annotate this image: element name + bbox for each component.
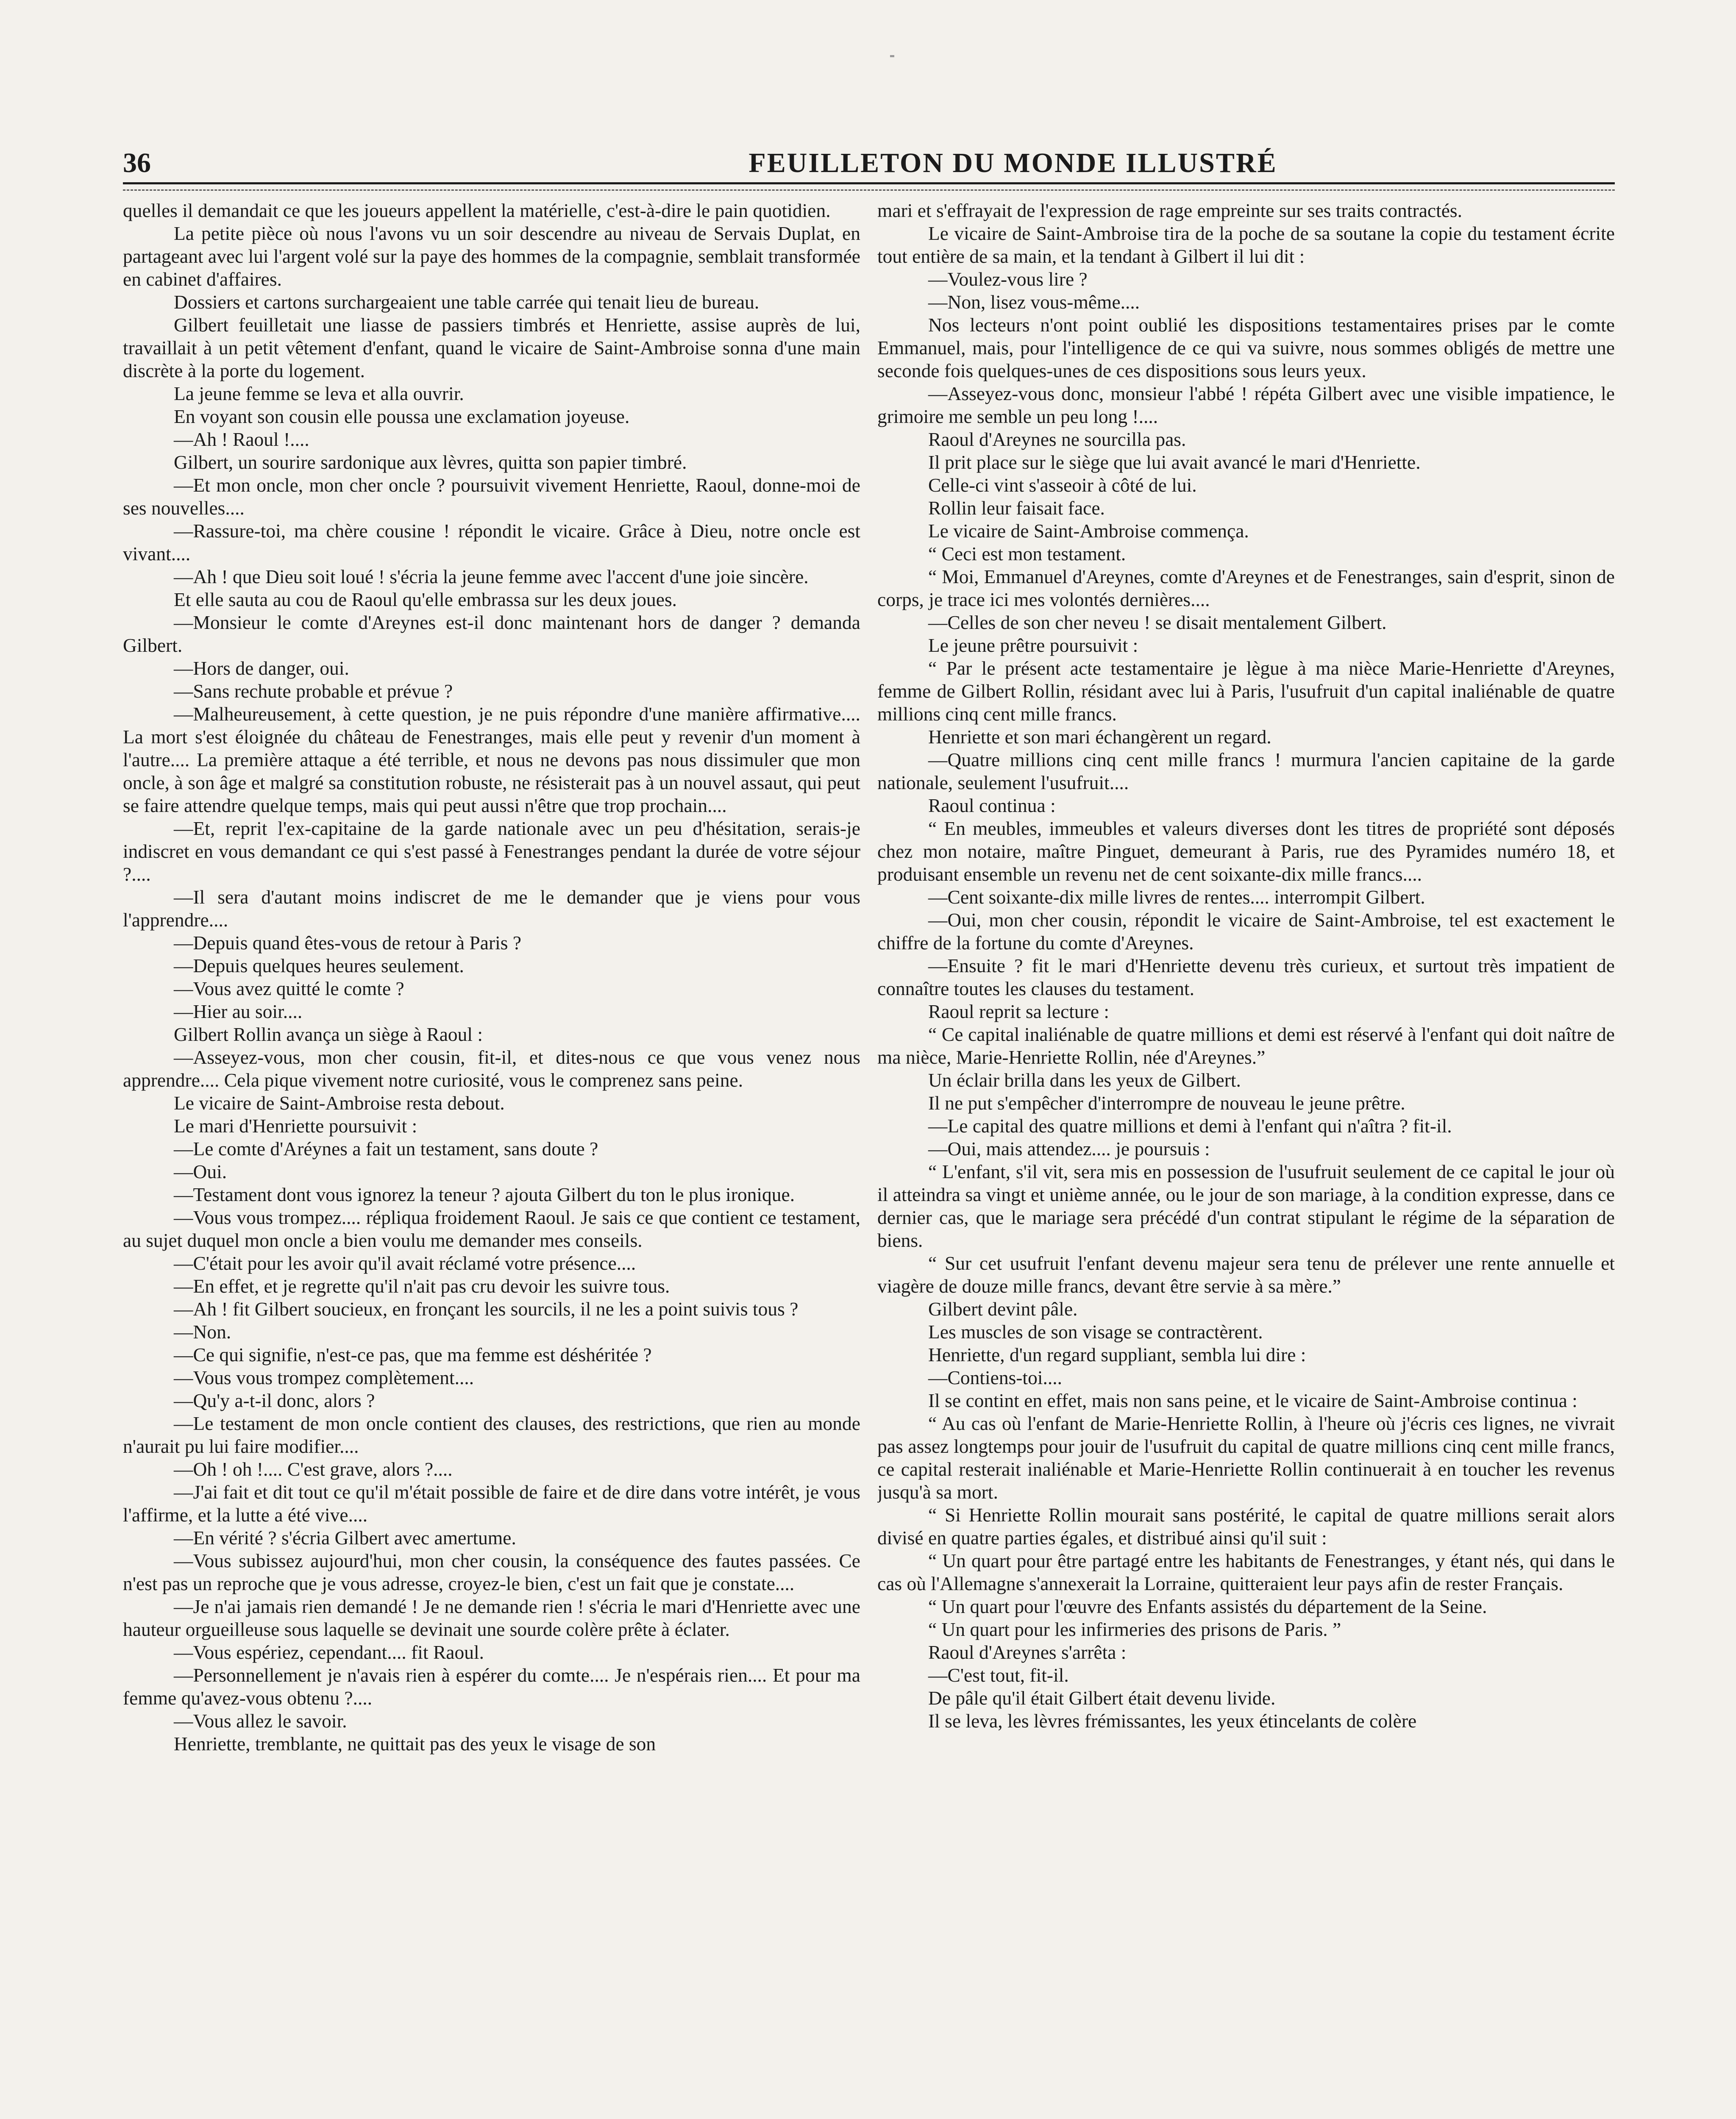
paragraph: Raoul continua : — [928, 795, 1056, 816]
paragraph: “ Moi, Emmanuel d'Areynes, comte d'Areynes et de Fenestranges, sain d'esprit, sinon de corps, je trace ici mes volontés dernières.... — [877, 566, 1615, 610]
paragraph: De pâle qu'il était Gilbert était devenu livide. — [928, 1687, 1276, 1709]
paragraph: —C'était pour les avoir qu'il avait réclamé votre présence.... — [174, 1252, 636, 1274]
header-dashed-rule — [123, 189, 1615, 191]
paragraph: —Oui, mon cher cousin, répondit le vicaire de Saint-Ambroise, tel est exactement le chiffre de la fortune du comte d'Areynes. — [877, 909, 1615, 954]
paragraph: Celle-ci vint s'asseoir à côté de lui. — [928, 474, 1197, 496]
paragraph: La petite pièce où nous l'avons vu un soir descendre au niveau de Servais Duplat, en partageant avec lui l'argent volé sur la paye des hommes de la compagnie, semblait transformée en cabinet d'affaires. — [123, 222, 860, 290]
paragraph: —Voulez-vous lire ? — [928, 268, 1088, 290]
paragraph: —Rassure-toi, ma chère cousine ! répondit le vicaire. Grâce à Dieu, notre oncle est vivant.... — [123, 520, 860, 565]
paragraph: —Vous avez quitté le comte ? — [174, 978, 404, 999]
paragraph: “ Sur cet usufruit l'enfant devenu majeur sera tenu de prélever une rente annuelle et viagère de douze mille francs, devant être servie à sa mère.” — [877, 1252, 1615, 1297]
paragraph: Il se contint en effet, mais non sans peine, et le vicaire de Saint-Ambroise continua : — [928, 1390, 1577, 1411]
paragraph: Le vicaire de Saint-Ambroise resta debout. — [174, 1092, 505, 1114]
paragraph: —Oui. — [174, 1161, 227, 1182]
paragraph: “ Un quart pour l'œuvre des Enfants assistés du département de la Seine. — [928, 1596, 1487, 1617]
paragraph: —Celles de son cher neveu ! se disait mentalement Gilbert. — [928, 612, 1387, 633]
paragraph: Dossiers et cartons surchargeaient une table carrée qui tenait lieu de bureau. — [174, 291, 760, 313]
paragraph: Gilbert devint pâle. — [928, 1298, 1078, 1320]
print-speck — [890, 55, 894, 57]
paragraph: —En vérité ? s'écria Gilbert avec amertume. — [174, 1527, 516, 1549]
paragraph: —Qu'y a-t-il donc, alors ? — [174, 1390, 375, 1411]
paragraph: Gilbert feuilletait une liasse de passiers timbrés et Henriette, assise auprès de lui, travaillait à un petit vêtement d'enfant, quand le vicaire de Saint-Ambroise sonna d'une main discrète à la porte du logement. — [123, 314, 860, 381]
paragraph: —Sans rechute probable et prévue ? — [174, 680, 453, 702]
paragraph: quelles il demandait ce que les joueurs appellent la matérielle, c'est-à-dire le pain quotidien. — [123, 200, 831, 221]
paragraph: Henriette et son mari échangèrent un regard. — [928, 726, 1271, 748]
paragraph: —En effet, et je regrette qu'il n'ait pas cru devoir les suivre tous. — [174, 1275, 670, 1297]
left-column — [123, 199, 860, 2119]
paragraph: —Depuis quelques heures seulement. — [174, 955, 464, 976]
paragraph: —Contiens-toi.... — [928, 1367, 1062, 1388]
paragraph: “ Si Henriette Rollin mourait sans postérité, le capital de quatre millions serait alors divisé en quatre parties égales, et distribué ainsi qu'il suit : — [877, 1504, 1615, 1549]
paragraph: —Le comte d'Aréynes a fait un testament, sans doute ? — [174, 1138, 598, 1160]
paragraph: —Hors de danger, oui. — [174, 657, 349, 679]
paragraph: Rollin leur faisait face. — [928, 497, 1105, 519]
paragraph: Raoul d'Areynes s'arrêta : — [928, 1641, 1127, 1663]
paragraph: —Ah ! Raoul !.... — [174, 428, 309, 450]
paragraph: “ Ce capital inaliénable de quatre millions et demi est réservé à l'enfant qui doit naître de ma nièce, Marie-Henriette Rollin, née d'Areynes.” — [877, 1023, 1615, 1068]
right-column — [877, 199, 1615, 2119]
paragraph: —J'ai fait et dit tout ce qu'il m'était possible de faire et de dire dans votre intérêt, je vous l'affirme, et la lutte a été vive.... — [123, 1481, 860, 1526]
paragraph: —Hier au soir.... — [174, 1001, 303, 1022]
paragraph: mari et s'effrayait de l'expression de rage empreinte sur ses traits contractés. — [877, 200, 1463, 221]
paragraph: —Non, lisez vous-même.... — [928, 291, 1140, 313]
paragraph: Le jeune prêtre poursuivit : — [928, 634, 1138, 656]
paragraph: Il se leva, les lèvres frémissantes, les yeux étincelants de colère — [928, 1710, 1417, 1732]
paragraph: —Malheureusement, à cette question, je ne puis répondre d'une manière affirmative.... La mort s'est éloignée du château de Fenestranges, mais elle peut y revenir d'un moment à l'autre.... La première attaque a été terrible, et nous ne devons pas nous dissimuler que mon oncle, à son âge et malgré sa constitution robuste, ne résisterait pas à un nouvel assaut, qui peut se faire attendre quelque temps, mais qui peut aussi n'être que trop prochain.... — [123, 703, 860, 816]
paragraph: —Vous subissez aujourd'hui, mon cher cousin, la conséquence des fautes passées. Ce n'est pas un reproche que je vous adresse, croyez-le bien, c'est un fait que je constate.... — [123, 1550, 860, 1594]
paragraph: “ Un quart pour les infirmeries des prisons de Paris. ” — [928, 1618, 1341, 1640]
paragraph: —Depuis quand êtes-vous de retour à Paris ? — [174, 932, 522, 954]
page-header — [123, 146, 1615, 184]
paragraph: —Il sera d'autant moins indiscret de me le demander que je viens pour vous l'apprendre.... — [123, 886, 860, 931]
paragraph: —Ah ! que Dieu soit loué ! s'écria la jeune femme avec l'accent d'une joie sincère. — [174, 566, 809, 587]
paragraph: “ Par le présent acte testamentaire je lègue à ma nièce Marie-Henriette d'Areynes, femme de Gilbert Rollin, résidant avec lui à Paris, l'usufruit d'un capital inaliénable de quatre millions cinq cent mille francs. — [877, 657, 1615, 725]
paragraph: Henriette, d'un regard suppliant, sembla lui dire : — [928, 1344, 1306, 1365]
paragraph: —Oui, mais attendez.... je poursuis : — [928, 1138, 1210, 1160]
paragraph: —Monsieur le comte d'Areynes est-il donc maintenant hors de danger ? demanda Gilbert. — [123, 612, 860, 656]
paragraph: Les muscles de son visage se contractèrent. — [928, 1321, 1263, 1343]
paragraph: —Non. — [174, 1321, 231, 1343]
paragraph: —Oh ! oh !.... C'est grave, alors ?.... — [174, 1458, 453, 1480]
paragraph: Un éclair brilla dans les yeux de Gilbert. — [928, 1069, 1241, 1091]
paragraph: —Le testament de mon oncle contient des clauses, des restrictions, que rien au monde n'aurait pu lui faire modifier.... — [123, 1413, 860, 1457]
paragraph: —Et, reprit l'ex-capitaine de la garde nationale avec un peu d'hésitation, serais-je indiscret en vous demandant ce qui s'est passé à Fenestranges pendant la durée de votre séjour ?.... — [123, 818, 860, 885]
page-number: 36 — [123, 147, 151, 178]
paragraph: La jeune femme se leva et alla ouvrir. — [174, 383, 464, 404]
paragraph: Henriette, tremblante, ne quittait pas des yeux le visage de son — [174, 1733, 656, 1755]
paragraph: Il prit place sur le siège que lui avait avancé le mari d'Henriette. — [928, 451, 1421, 473]
paragraph: —Ce qui signifie, n'est-ce pas, que ma femme est déshéritée ? — [174, 1344, 652, 1365]
paragraph: Gilbert, un sourire sardonique aux lèvres, quitta son papier timbré. — [174, 451, 687, 473]
paragraph: Le vicaire de Saint-Ambroise commença. — [928, 520, 1249, 542]
paragraph: —Vous vous trompez.... répliqua froidement Raoul. Je sais ce que contient ce testament, au sujet duquel mon oncle a bien voulu me demander mes conseils. — [123, 1207, 860, 1251]
paragraph: Nos lecteurs n'ont point oublié les dispositions testamentaires prises par le comte Emmanuel, mais, pour l'intelligence de ce qui va suivre, nous sommes obligés de mettre une seconde fois quelques-unes de ces dispositions sous leurs yeux. — [877, 314, 1615, 381]
paragraph: “ L'enfant, s'il vit, sera mis en possession de l'usufruit seulement de ce capital le jour où il atteindra sa vingt et unième année, ou le jour de son mariage, à la condition expresse, dans ce dernier cas, que le mariage sera précédé d'un contrat stipulant le régime de la séparation de biens. — [877, 1161, 1615, 1251]
paragraph: —Personnellement je n'avais rien à espérer du comte.... Je n'espérais rien.... Et pour ma femme qu'avez-vous obtenu ?.... — [123, 1664, 860, 1709]
paragraph: —Testament dont vous ignorez la teneur ? ajouta Gilbert du ton le plus ironique. — [174, 1184, 795, 1205]
paragraph: —Quatre millions cinq cent mille francs ! murmura l'ancien capitaine de la garde nationale, seulement l'usufruit.... — [877, 749, 1615, 793]
paragraph: —Je n'ai jamais rien demandé ! Je ne demande rien ! s'écria le mari d'Henriette avec une hauteur orgueilleuse sous laquelle se devinait une sourde colère prête à éclater. — [123, 1596, 860, 1640]
header-rule — [123, 182, 1615, 184]
text-columns — [123, 199, 1615, 2119]
paragraph: Gilbert Rollin avança un siège à Raoul : — [174, 1023, 483, 1045]
paragraph: “ Ceci est mon testament. — [928, 543, 1126, 565]
paragraph: —Vous allez le savoir. — [174, 1710, 347, 1732]
paragraph: “ Au cas où l'enfant de Marie-Henriette Rollin, à l'heure où j'écris ces lignes, ne vivrait pas assez longtemps pour jouir de l'usufruit du capital de quatre millions cinq cent mille francs, ce capital resterait inaliénable et Marie-Henriette Rollin continuerait à en toucher les revenus jusqu'à sa mort. — [877, 1413, 1615, 1503]
paragraph: Et elle sauta au cou de Raoul qu'elle embrassa sur les deux joues. — [174, 589, 677, 610]
running-title: FEUILLETON DU MONDE ILLUSTRÉ — [748, 147, 1277, 178]
paragraph: “ Un quart pour être partagé entre les habitants de Fenestranges, y étant nés, qui dans le cas où l'Allemagne s'annexerait la Lorraine, quitteraient leur pays afin de rester Français. — [877, 1550, 1615, 1594]
paragraph: “ En meubles, immeubles et valeurs diverses dont les titres de propriété sont déposés chez mon notaire, maître Pinguet, demeurant à Paris, rue des Pyramides numéro 18, et produisant ensemble un revenu net de cent soixante-dix mille francs.... — [877, 818, 1615, 885]
paragraph: —Le capital des quatre millions et demi à l'enfant qui n'aîtra ? fit-il. — [928, 1115, 1452, 1137]
paragraph: —Cent soixante-dix mille livres de rentes.... interrompit Gilbert. — [928, 886, 1425, 908]
paragraph: Raoul reprit sa lecture : — [928, 1001, 1110, 1022]
paragraph: Le mari d'Henriette poursuivit : — [174, 1115, 417, 1137]
paragraph: —Ensuite ? fit le mari d'Henriette devenu très curieux, et surtout très impatient de connaître toutes les clauses du testament. — [877, 955, 1615, 999]
paragraph: —Et mon oncle, mon cher oncle ? poursuivit vivement Henriette, Raoul, donne-moi de ses nouvelles.... — [123, 474, 860, 519]
paragraph: —C'est tout, fit-il. — [928, 1664, 1069, 1686]
paragraph: —Asseyez-vous donc, monsieur l'abbé ! répéta Gilbert avec une visible impatience, le grimoire me semble un peu long !.... — [877, 383, 1615, 427]
paragraph: Il ne put s'empêcher d'interrompre de nouveau le jeune prêtre. — [928, 1092, 1405, 1114]
paragraph: —Ah ! fit Gilbert soucieux, en fronçant les sourcils, il ne les a point suivis tous ? — [174, 1298, 798, 1320]
paragraph: Le vicaire de Saint-Ambroise tira de la poche de sa soutane la copie du testament écrite tout entière de sa main, et la tendant à Gilbert il lui dit : — [877, 222, 1615, 267]
paragraph: —Asseyez-vous, mon cher cousin, fit-il, et dites-nous ce que vous venez nous apprendre.... Cela pique vivement notre curiosité, vous le comprenez sans peine. — [123, 1046, 860, 1091]
paragraph: —Vous espériez, cependant.... fit Raoul. — [174, 1641, 484, 1663]
paragraph: —Vous vous trompez complètement.... — [174, 1367, 474, 1388]
paragraph: En voyant son cousin elle poussa une exclamation joyeuse. — [174, 406, 630, 427]
paragraph: Raoul d'Areynes ne sourcilla pas. — [928, 428, 1186, 450]
